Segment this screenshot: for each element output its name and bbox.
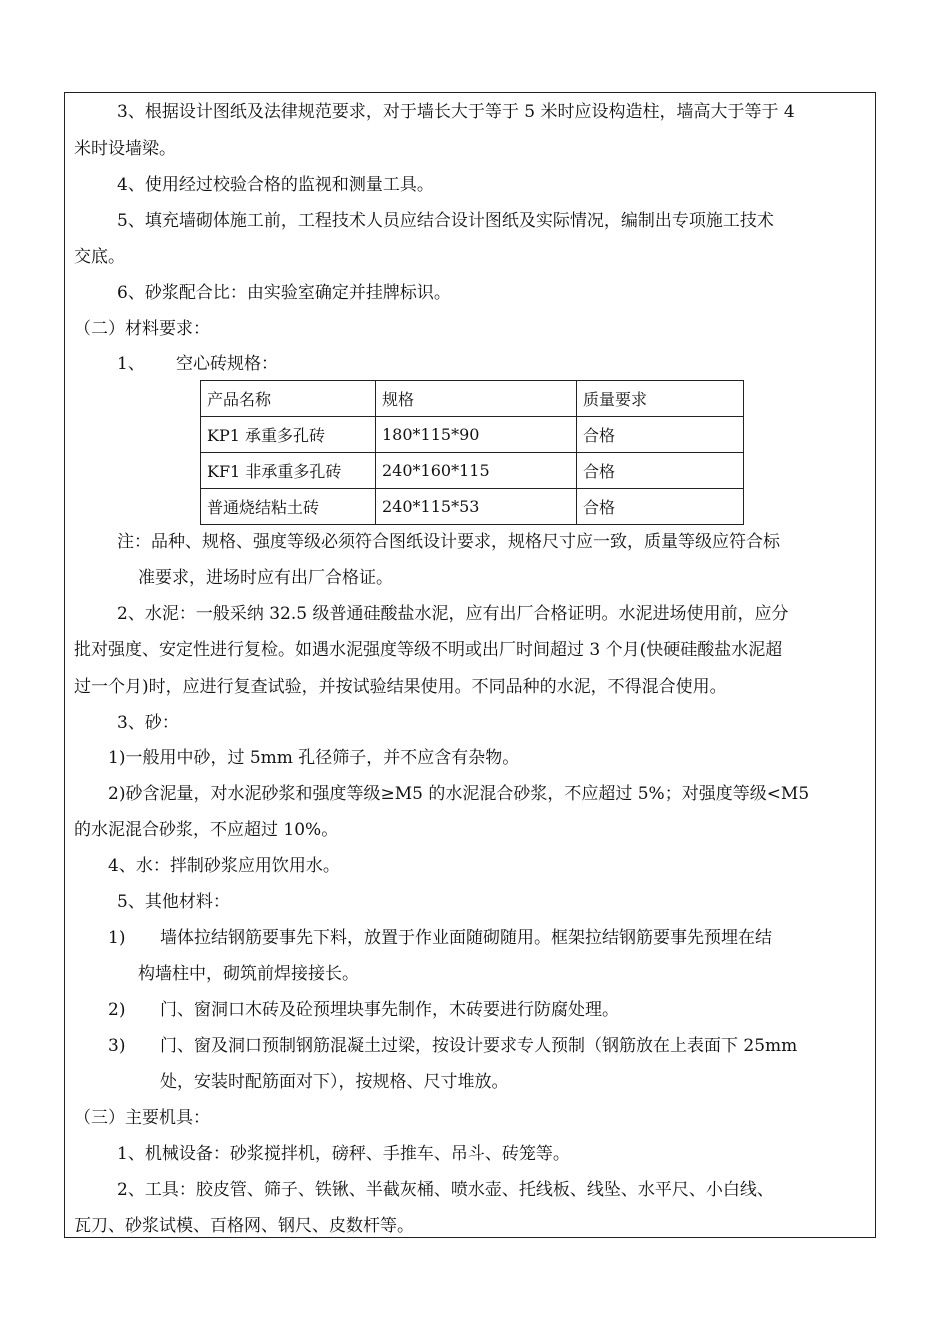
list-number: 3) — [108, 1036, 126, 1056]
text-line: 交底。 — [74, 247, 125, 267]
table-cell: 普通烧结粘土砖 — [201, 489, 376, 525]
text-line: 构墙柱中，砌筑前焊接接长。 — [138, 964, 359, 984]
text-line: 1)一般用中砂，过 5mm 孔径筛子，并不应含有杂物。 — [108, 748, 520, 768]
table-cell: 180*115*90 — [376, 417, 577, 453]
brick-spec-table — [200, 380, 744, 525]
text-line: 墙体拉结钢筋要事先下料，放置于作业面随砌随用。框架拉结钢筋要事先预埋在结 — [160, 928, 772, 948]
text-line: 6、砂浆配合比：由实验室确定并挂牌标识。 — [117, 283, 451, 303]
list-number: 2) — [108, 1000, 126, 1020]
table-header-row — [201, 381, 744, 417]
list-number: 1) — [108, 928, 126, 948]
document-frame — [64, 92, 876, 1238]
text-line: 的水泥混合砂浆，不应超过 10%。 — [74, 820, 339, 840]
text-line: 门、窗及洞口预制钢筋混凝土过梁，按设计要求专人预制（钢筋放在上表面下 25mm — [160, 1036, 798, 1056]
table-cell: 合格 — [577, 417, 744, 453]
section-heading: （二）材料要求： — [74, 319, 210, 339]
table-cell: 合格 — [577, 453, 744, 489]
table-row — [201, 417, 744, 453]
text-line: 2)砂含泥量，对水泥砂浆和强度等级≥M5 的水泥混合砂浆，不应超过 5%；对强度等级<M5 — [108, 784, 810, 804]
table-cell: 240*160*115 — [376, 453, 577, 489]
table-row — [201, 489, 744, 525]
text-line: 过一个月)时，应进行复查试验，并按试验结果使用。不同品种的水泥，不得混合使用。 — [74, 677, 727, 697]
text-line: 米时设墙梁。 — [74, 139, 176, 159]
text-line: 注：品种、规格、强度等级必须符合图纸设计要求，规格尺寸应一致，质量等级应符合标 — [117, 532, 780, 552]
text-line: 2、工具：胶皮管、筛子、铁锹、半截灰桶、喷水壶、托线板、线坠、水平尺、小白线、 — [117, 1180, 774, 1200]
table-cell: 合格 — [577, 489, 744, 525]
section-heading: （三）主要机具： — [74, 1108, 210, 1128]
text-line: 瓦刀、砂浆试模、百格网、钢尺、皮数杆等。 — [74, 1216, 414, 1236]
text-line: 处，安装时配筋面对下），按规格、尺寸堆放。 — [160, 1072, 509, 1092]
table-cell: KF1 非承重多孔砖 — [201, 453, 376, 489]
table-cell: KP1 承重多孔砖 — [201, 417, 376, 453]
table-row — [201, 453, 744, 489]
list-number: 1、 — [117, 354, 145, 374]
text-line: 3、砂： — [117, 713, 179, 733]
text-line: 1、机械设备：砂浆搅拌机，磅秤、手推车、吊斗、砖笼等。 — [117, 1144, 570, 1164]
text-line: 4、使用经过校验合格的监视和测量工具。 — [117, 175, 434, 195]
text-line: 3、根据设计图纸及法律规范要求，对于墙长大于等于 5 米时应设构造柱，墙高大于等于 4 — [117, 102, 795, 122]
table-cell: 240*115*53 — [376, 489, 577, 525]
text-line: 门、窗洞口木砖及砼预埋块事先制作，木砖要进行防腐处理。 — [160, 1000, 619, 1020]
text-line: 批对强度、安定性进行复检。如遇水泥强度等级不明或出厂时间超过 3 个月(快硬硅酸盐水泥超 — [74, 640, 783, 660]
header-cell: 产品名称 — [201, 381, 376, 417]
text-line: 2、水泥：一般采纳 32.5 级普通硅酸盐水泥，应有出厂合格证明。水泥进场使用前，应分 — [117, 604, 789, 624]
text-line: 4、水：拌制砂浆应用饮用水。 — [108, 856, 340, 876]
header-cell: 质量要求 — [577, 381, 744, 417]
text-line: 5、其他材料： — [117, 892, 230, 912]
text-line: 空心砖规格： — [176, 354, 278, 374]
header-cell: 规格 — [376, 381, 577, 417]
text-line: 5、填充墙砌体施工前，工程技术人员应结合设计图纸及实际情况，编制出专项施工技术 — [117, 211, 774, 231]
text-line: 准要求，进场时应有出厂合格证。 — [138, 568, 393, 588]
